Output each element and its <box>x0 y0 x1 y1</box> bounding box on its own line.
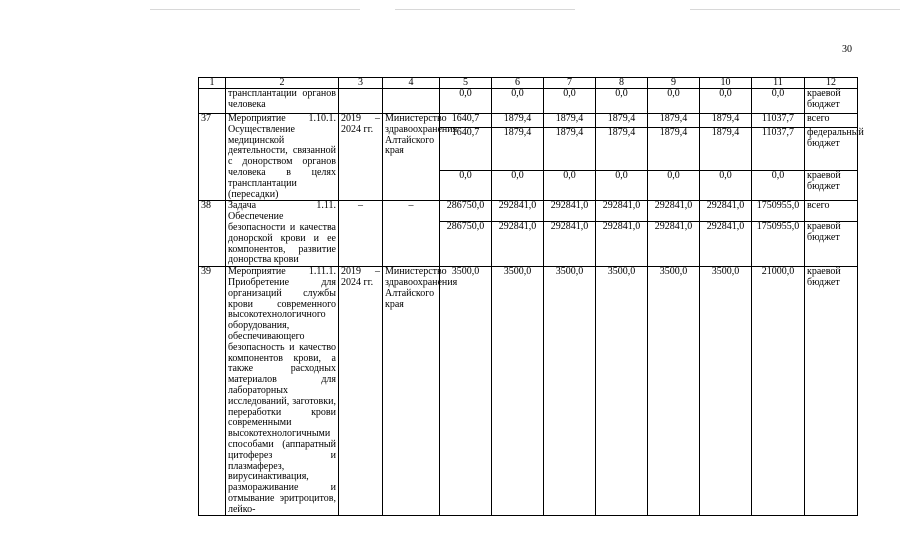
fund-source-cell: федеральный бюджет <box>805 128 858 171</box>
value-cell: 1879,4 <box>544 114 596 128</box>
value-cell: 0,0 <box>752 171 805 201</box>
scan-edge-line-right <box>690 9 900 10</box>
period-cell: 2019 – 2024 гг. <box>339 114 383 201</box>
period-cell: 2019 – 2024 гг. <box>339 267 383 516</box>
value-cell: 1879,4 <box>648 114 700 128</box>
value-cell: 292841,0 <box>596 221 648 266</box>
page-number: 30 <box>842 44 852 55</box>
value-cell: 1640,7 <box>440 114 492 128</box>
value-cell: 0,0 <box>596 171 648 201</box>
value-cell: 286750,0 <box>440 221 492 266</box>
value-cell: 0,0 <box>700 89 752 114</box>
fund-source-cell: краевой бюджет <box>805 171 858 201</box>
value-cell: 0,0 <box>440 89 492 114</box>
value-cell: 1879,4 <box>544 128 596 171</box>
table-row <box>199 89 858 114</box>
row-name-cell: Мероприятие 1.10.1. Осуществление медицинской деятельности, связанной с донорством органов человека в целях трансплантации (пересадки) <box>226 114 339 201</box>
value-cell: 0,0 <box>440 171 492 201</box>
header-cell: 3 <box>339 78 383 89</box>
value-cell: 0,0 <box>544 89 596 114</box>
value-cell: 292841,0 <box>700 221 752 266</box>
header-cell: 7 <box>544 78 596 89</box>
header-cell: 4 <box>383 78 440 89</box>
header-cell: 10 <box>700 78 752 89</box>
value-cell: 21000,0 <box>752 267 805 516</box>
value-cell: 292841,0 <box>544 201 596 221</box>
value-cell: 0,0 <box>492 89 544 114</box>
value-cell: 1879,4 <box>596 128 648 171</box>
header-cell: 11 <box>752 78 805 89</box>
value-cell: 11037,7 <box>752 128 805 171</box>
value-cell: 1879,4 <box>648 128 700 171</box>
value-cell: 292841,0 <box>492 221 544 266</box>
header-cell: 5 <box>440 78 492 89</box>
value-cell: 0,0 <box>648 89 700 114</box>
table-row <box>199 114 858 128</box>
budget-table <box>198 77 864 516</box>
value-cell: 11037,7 <box>752 114 805 128</box>
executor-cell: – <box>383 201 440 267</box>
value-cell: 3500,0 <box>492 267 544 516</box>
fund-source-cell: краевой бюджет <box>805 89 858 114</box>
header-cell: 12 <box>805 78 858 89</box>
value-cell: 1879,4 <box>492 128 544 171</box>
value-cell: 3500,0 <box>596 267 648 516</box>
value-cell: 0,0 <box>544 171 596 201</box>
row-number-cell: 39 <box>199 267 226 516</box>
header-cell: 1 <box>199 78 226 89</box>
value-cell: 3500,0 <box>544 267 596 516</box>
period-cell: – <box>339 201 383 267</box>
row-number-cell: 37 <box>199 114 226 201</box>
value-cell: 3500,0 <box>648 267 700 516</box>
value-cell: 0,0 <box>648 171 700 201</box>
value-cell: 0,0 <box>596 89 648 114</box>
value-cell: 292841,0 <box>492 201 544 221</box>
value-cell: 1879,4 <box>492 114 544 128</box>
row-name-cell: трансплантации органов человека <box>226 89 339 114</box>
value-cell: 292841,0 <box>544 221 596 266</box>
value-cell: 292841,0 <box>596 201 648 221</box>
header-cell: 9 <box>648 78 700 89</box>
fund-source-cell: краевой бюджет <box>805 267 858 516</box>
value-cell: 292841,0 <box>700 201 752 221</box>
row-number-cell: 38 <box>199 201 226 267</box>
header-cell: 2 <box>226 78 339 89</box>
value-cell: 1879,4 <box>596 114 648 128</box>
value-cell: 3500,0 <box>440 267 492 516</box>
value-cell: 1640,7 <box>440 128 492 171</box>
header-cell: 6 <box>492 78 544 89</box>
scan-edge-line-mid <box>395 9 575 10</box>
value-cell: 292841,0 <box>648 201 700 221</box>
value-cell: 0,0 <box>492 171 544 201</box>
value-cell: 0,0 <box>752 89 805 114</box>
executor-cell: Министерство здравоохранения Алтайского края <box>383 114 440 201</box>
row-name-cell: Задача 1.11. Обеспечение безопасности и качества донорской крови и ее компонентов, развитие донорства крови <box>226 201 339 267</box>
period-cell <box>339 89 383 114</box>
executor-cell: Министерство здравоохранения Алтайского края <box>383 267 440 516</box>
table-row <box>199 201 858 221</box>
fund-source-cell: всего <box>805 114 858 128</box>
value-cell: 1750955,0 <box>752 201 805 221</box>
table-row <box>199 267 858 516</box>
value-cell: 1879,4 <box>700 114 752 128</box>
value-cell: 286750,0 <box>440 201 492 221</box>
value-cell: 292841,0 <box>648 221 700 266</box>
value-cell: 0,0 <box>700 171 752 201</box>
value-cell: 1750955,0 <box>752 221 805 266</box>
fund-source-cell: всего <box>805 201 858 221</box>
row-number-cell <box>199 89 226 114</box>
executor-cell <box>383 89 440 114</box>
scan-edge-line-left <box>150 9 360 10</box>
row-name-cell: Мероприятие 1.11.1. Приобретение для организаций службы крови современного высокотехнологичного оборудования, обеспечивающего безопасность и качество компонентов крови, а также расходных материалов для лабораторных исследований, заготовки, переработки крови современными высокотехнологичными способами (аппаратный цитоферез и плазмаферез, вирусинактивация, размораживание и отмывание эритроцитов, лейко- <box>226 267 339 516</box>
fund-source-cell: краевой бюджет <box>805 221 858 266</box>
value-cell: 3500,0 <box>700 267 752 516</box>
header-row <box>199 78 858 89</box>
header-cell: 8 <box>596 78 648 89</box>
value-cell: 1879,4 <box>700 128 752 171</box>
